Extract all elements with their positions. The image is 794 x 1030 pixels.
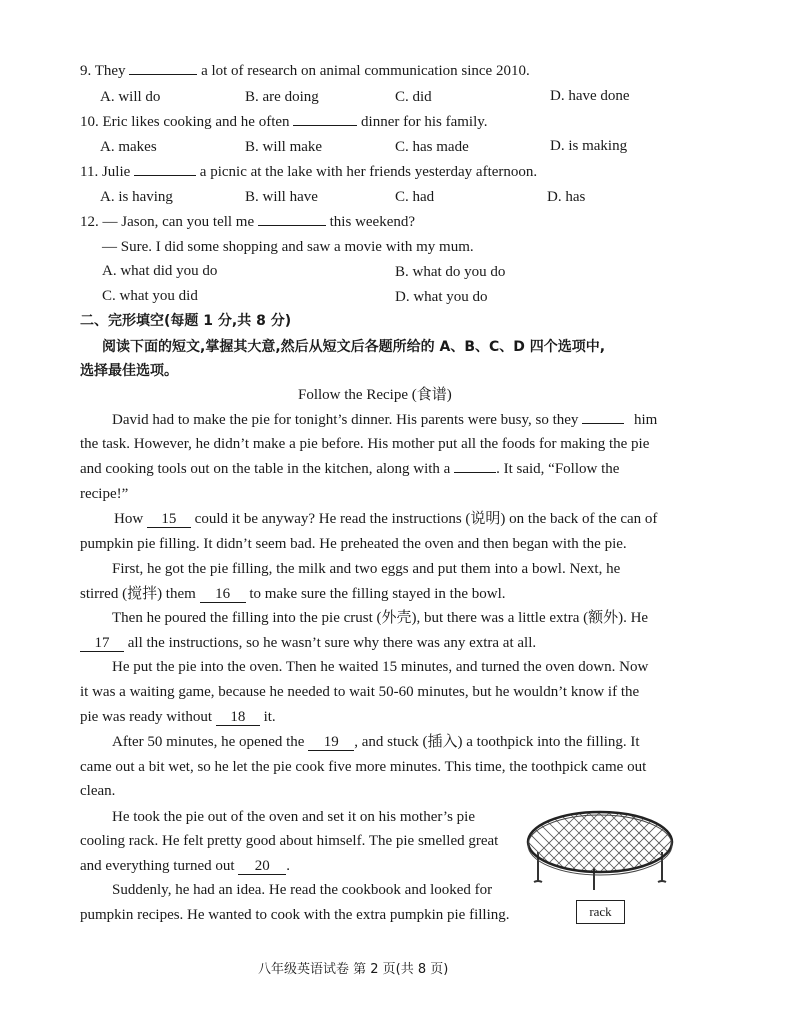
passage-line: pumpkin recipes. He wanted to cook with the extra pumpkin pie filling.	[80, 907, 510, 923]
cloze-blank-20: 20	[238, 859, 286, 875]
question-number: 12.	[80, 214, 99, 230]
question-text: — Jason, can you tell me	[102, 214, 255, 230]
passage-line	[114, 510, 657, 528]
option-a: A. will do	[100, 89, 161, 105]
option-a: A. is having	[100, 189, 173, 205]
question-text: dinner for his family.	[361, 114, 488, 130]
text: .	[286, 858, 291, 874]
passage-line: it was a waiting game, because he needed to wait 50-60 minutes, but he wouldn’t know if the	[80, 684, 640, 700]
passage-line: the task. However, he didn’t make a pie before. His mother put all the foods for making the pie	[80, 436, 650, 452]
text: How	[114, 511, 144, 527]
passage-line	[112, 733, 640, 751]
text: and cooking tools out on the table in the kitchen, along with a	[80, 461, 451, 477]
passage-title: Follow the Recipe (食谱)	[298, 387, 452, 403]
answer-blank	[293, 125, 357, 126]
option-d: D. is making	[550, 138, 628, 154]
question-text: Julie	[101, 164, 131, 180]
passage-line: First, he got the pie filling, the milk and two eggs and put them into a bowl. Next, he	[112, 561, 621, 577]
passage-line: He took the pie out of the oven and set it on his mother’s pie	[112, 809, 475, 825]
text: to make sure the filling stayed in the bowl.	[249, 586, 506, 602]
passage-line: recipe!”	[80, 486, 129, 502]
question-number: 10.	[80, 114, 99, 130]
passage-line	[80, 460, 619, 478]
dialogue-reply: — Sure. I did some shopping and saw a movie with my mum.	[102, 239, 474, 255]
text: David had to make the pie for tonight’s dinner. His parents were busy, so they	[112, 412, 579, 428]
question-text: They	[94, 63, 126, 79]
passage-line: pumpkin pie filling. It didn’t seem bad. He preheated the oven and then began with the pie.	[80, 536, 627, 552]
question-text: a lot of research on animal communication since 2010.	[201, 63, 530, 79]
cloze-blank-15: 15	[147, 512, 191, 528]
cloze-blank	[454, 472, 496, 473]
answer-blank	[134, 175, 196, 176]
option-c: C. what you did	[102, 288, 198, 304]
question-text: this weekend?	[329, 214, 416, 230]
cloze-blank	[582, 423, 624, 424]
cooling-rack-illustration	[524, 808, 676, 893]
option-c: C. has made	[395, 139, 469, 155]
answer-blank	[129, 74, 197, 75]
option-d: D. what you do	[395, 289, 488, 305]
passage-line	[80, 857, 290, 875]
option-a: A. makes	[100, 139, 157, 155]
text: . It said, “Follow the	[496, 461, 620, 477]
question-11	[80, 163, 537, 181]
text: After 50 minutes, he opened the	[112, 734, 305, 750]
text: , and stuck (插入) a toothpick into the filling. It	[354, 734, 640, 750]
option-b: B. will have	[245, 189, 318, 205]
passage-line	[80, 634, 536, 652]
question-9	[80, 62, 530, 80]
option-b: B. what do you do	[395, 264, 506, 280]
passage-line	[80, 585, 506, 603]
cloze-blank-17: 17	[80, 636, 124, 652]
question-number: 11.	[80, 164, 99, 180]
question-12	[80, 213, 415, 231]
answer-blank	[258, 225, 326, 226]
option-b: B. will make	[245, 139, 323, 155]
page-footer: 八年级英语试卷 第 2 页(共 8 页)	[258, 962, 449, 977]
text: him	[633, 412, 658, 428]
option-d: D. has	[547, 189, 586, 205]
cloze-blank-16: 16	[200, 587, 246, 603]
passage-line: came out a bit wet, so he let the pie cook five more minutes. This time, the toothpick came out	[80, 759, 647, 775]
passage-line	[112, 411, 657, 429]
question-text: Eric likes cooking and he often	[102, 114, 290, 130]
option-c: C. had	[395, 189, 435, 205]
option-a: A. what did you do	[102, 263, 218, 279]
question-text: a picnic at the lake with her friends yesterday afternoon.	[199, 164, 538, 180]
passage-line: clean.	[80, 783, 116, 799]
text: all the instructions, so he wasn’t sure why there was any extra at all.	[127, 635, 537, 651]
question-number: 9.	[80, 63, 92, 79]
cloze-blank-18: 18	[216, 710, 260, 726]
option-b: B. are doing	[245, 89, 319, 105]
passage-line: Suddenly, he had an idea. He read the cookbook and looked for	[112, 882, 493, 898]
section-instruction: 选择最佳选项。	[80, 363, 178, 379]
section-heading: 二、完形填空(每题 1 分,共 8 分)	[80, 313, 292, 329]
passage-line: He put the pie into the oven. Then he waited 15 minutes, and turned the oven down. Now	[112, 659, 649, 675]
cloze-blank-19: 19	[308, 735, 354, 751]
text: pie was ready without	[80, 709, 213, 725]
text: and everything turned out	[80, 858, 235, 874]
section-instruction: 阅读下面的短文,掌握其大意,然后从短文后各题所给的 A、B、C、D 四个选项中,	[102, 339, 606, 355]
question-10	[80, 113, 488, 131]
text: could it be anyway? He read the instructions (说明) on the back of the can of	[194, 511, 658, 527]
passage-line: Then he poured the filling into the pie crust (外壳), but there was a little extra (额外). He	[112, 610, 649, 626]
option-c: C. did	[395, 89, 432, 105]
passage-line	[80, 708, 276, 726]
passage-line: cooling rack. He felt pretty good about himself. The pie smelled great	[80, 833, 499, 849]
text: it.	[263, 709, 276, 725]
figure-label: rack	[576, 900, 625, 924]
option-d: D. have done	[550, 88, 630, 104]
text: stirred (搅拌) them	[80, 586, 196, 602]
